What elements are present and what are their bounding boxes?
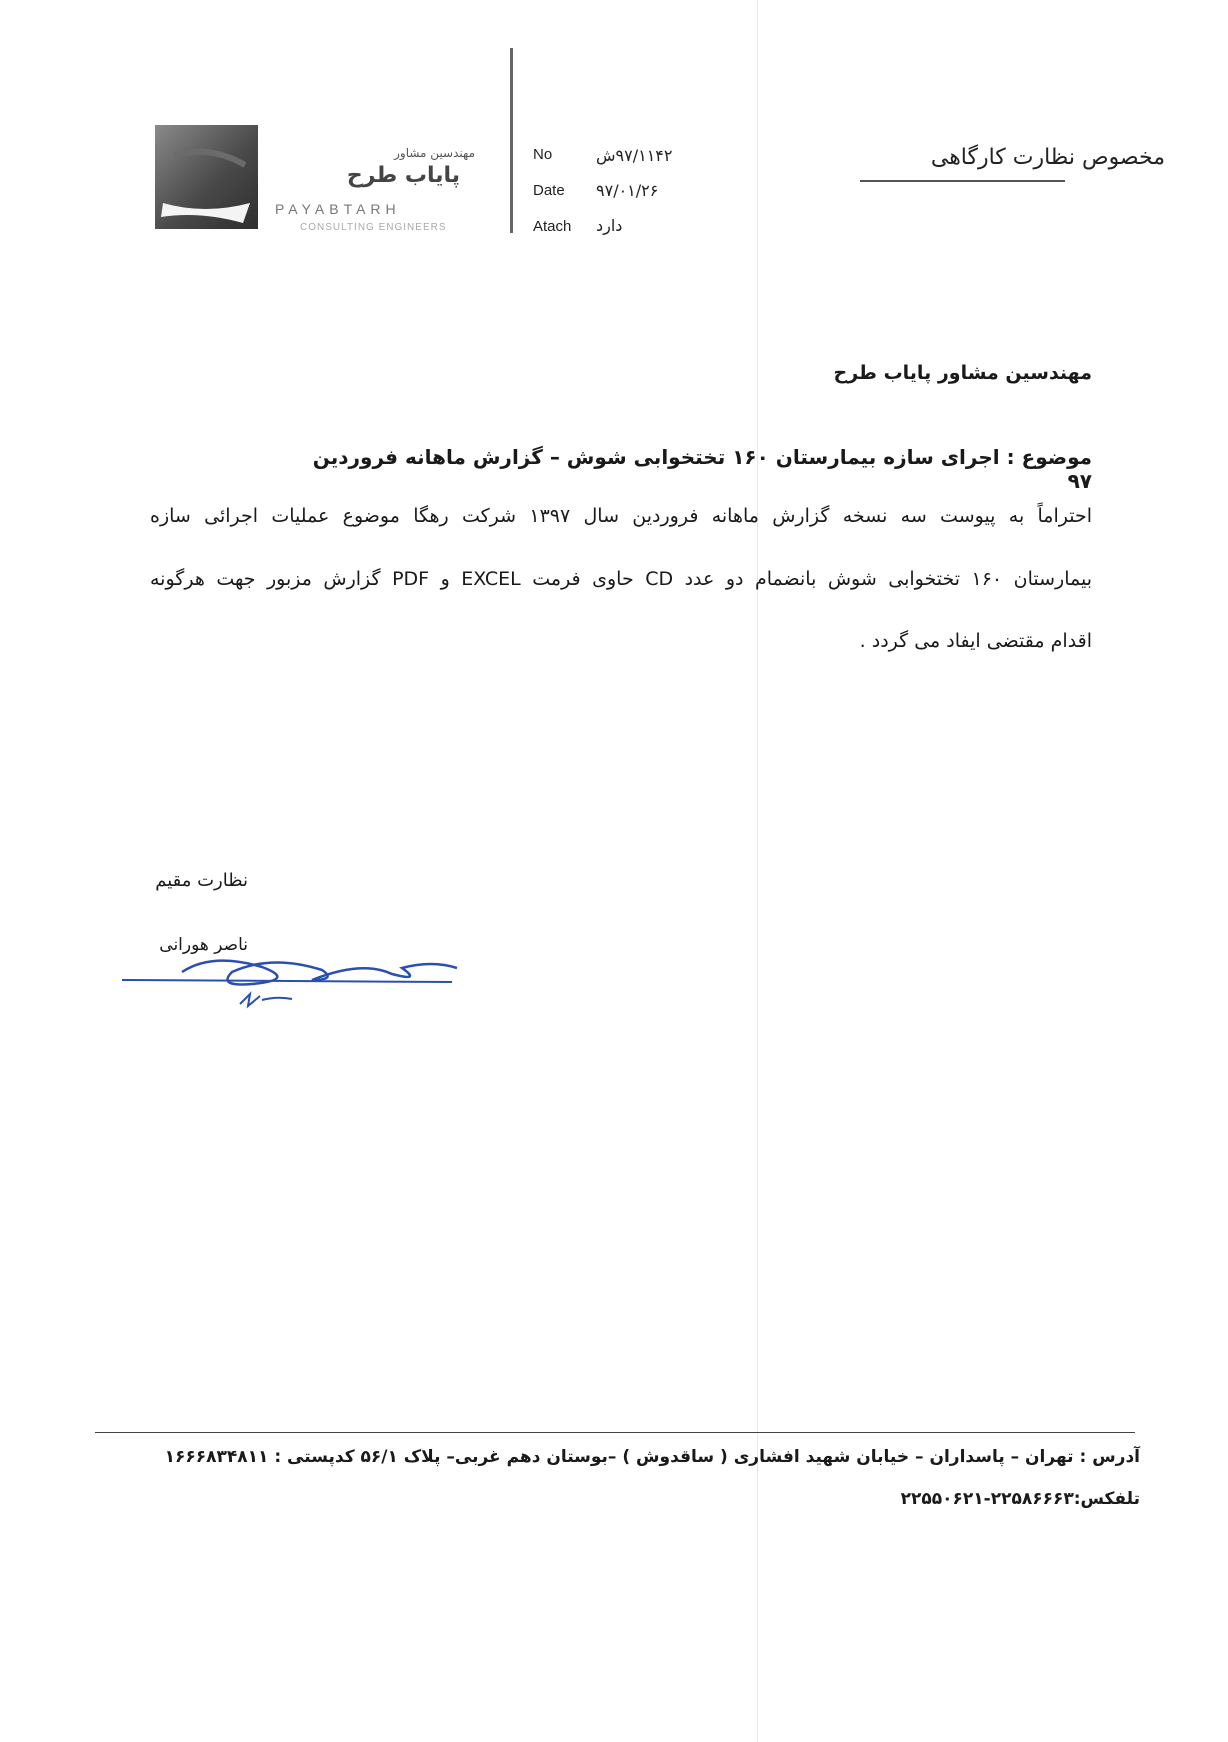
scanner-artifact-line	[757, 0, 758, 1742]
handwritten-signature	[122, 942, 472, 1016]
logo-name-fa: پایاب طرح	[346, 163, 460, 188]
subject-line: موضوع : اجرای سازه بیمارستان ۱۶۰ تختخوابی شوش – گزارش ماهانه فروردین ۹۷	[312, 445, 1092, 493]
attach-value: دارد	[596, 216, 623, 235]
special-label: مخصوص نظارت کارگاهی	[930, 145, 1165, 170]
addressee: مهندسین مشاور پایاب طرح	[833, 362, 1092, 384]
special-label-underline	[860, 180, 1065, 182]
footer-address: آدرس : تهران – پاسداران – خیابان شهید افشاری ( ساقدوش ) –بوستان دهم غربی– پلاک ۵۶/۱ کدپستی : ۱۶۶۶۸۳۴۸۱۱	[164, 1447, 1140, 1467]
footer-divider	[95, 1432, 1135, 1433]
footer-fax: تلفکس:۲۲۵۸۶۶۶۳-۲۲۵۵۰۶۲۱	[900, 1489, 1140, 1509]
header-divider	[510, 48, 513, 233]
number-value: ۹۷/۱۱۴۲ش	[596, 146, 673, 165]
signature-name: ناصر هورانی	[159, 935, 248, 955]
attach-label: Atach	[533, 218, 572, 235]
company-logo	[155, 125, 258, 229]
logo-subtitle-fa: مهندسین مشاور	[394, 146, 475, 160]
body-line: اقدام مقتضی ایفاد می گردد .	[859, 630, 1092, 652]
date-label: Date	[533, 182, 565, 199]
number-label: No	[533, 146, 553, 163]
logo-subtitle-en: CONSULTING ENGINEERS	[300, 222, 447, 233]
body-line: احتراماً به پیوست سه نسخه گزارش ماهانه فروردین سال ۱۳۹۷ شرکت رهگا موضوع عملیات اجرائی سازه	[150, 505, 1093, 527]
date-value: ۹۷/۰۱/۲۶	[596, 181, 659, 200]
signature-title: نظارت مقیم	[155, 870, 248, 891]
body-line: بیمارستان ۱۶۰ تختخوابی شوش بانضمام دو عدد CD حاوی فرمت EXCEL و PDF گزارش مزبور جهت هرگونه	[150, 568, 1092, 590]
logo-name-en: PAYABTARH	[275, 201, 401, 217]
